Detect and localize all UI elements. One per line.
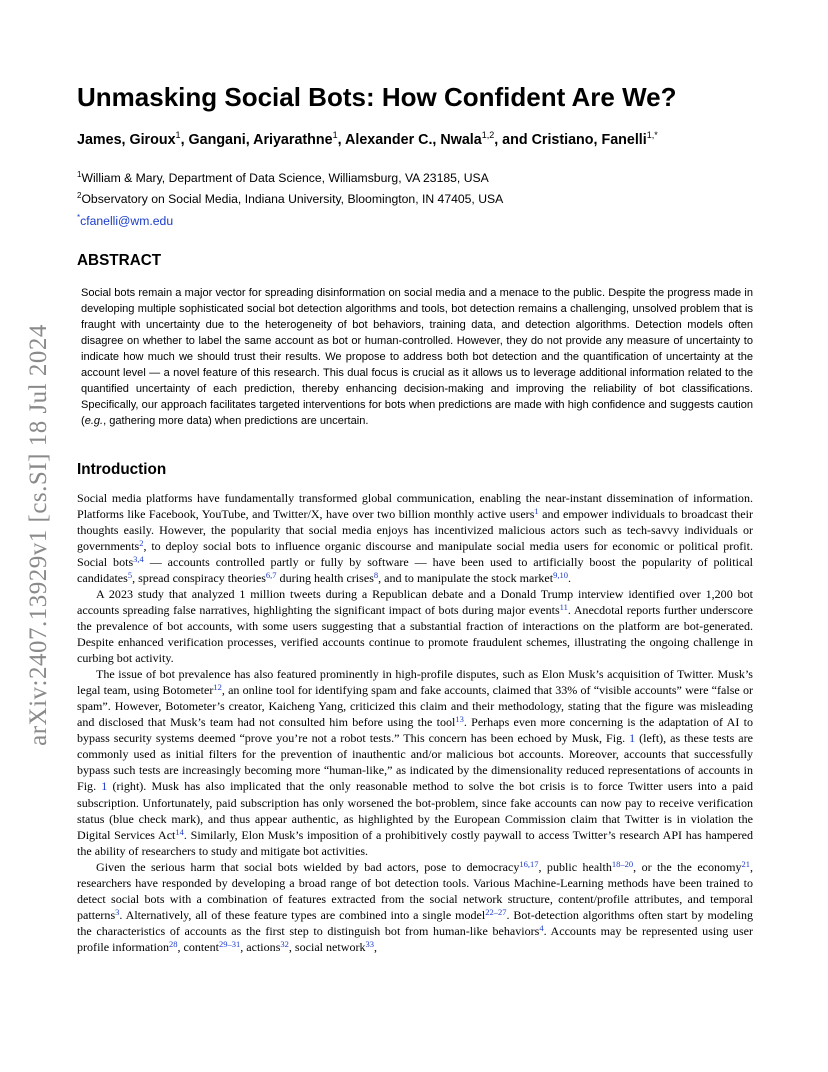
text-run: (right). Musk has also implicated that the only reasonable method to solve the bot crisis is to force Twitter users into a paid subscription. Unfortunately, paid subscription has only worsened the bot-problem, since fake accounts can now pay to receive verification status (blue check mark), and thus appear authentic, as highlighted by the European Commission claim that Twitter is in violation the Digital Services Act [77,779,753,842]
text-run: , researchers have responded by developing a broad range of bot detection tools. Various Machine-Learning methods have been trained to detect social bots with a combination of features extracted from the social network structure, content/profile attributes, and temporal patterns [77,859,753,922]
citation-link[interactable]: 2 [139,537,144,548]
citation-link[interactable]: 13 [455,714,464,725]
text-run: . Similarly, Elon Musk’s imposition of a prohibitively costly paywall to access Twitter’s research API has hampered the ability of researchers to study and mitigate bot activities. [77,827,753,858]
author-separator: , and [494,131,532,148]
text-run: , spread conspiracy theories [132,570,266,585]
citation-link[interactable]: 12 [213,682,222,693]
text-run: Social media platforms have fundamentally transformed global communication, enabling the near-instant dissemination of information. Platforms like Facebook, YouTube, and Twitter/X, have over two billion monthly active users [77,490,753,521]
arxiv-sidebar-stamp [14,300,64,770]
citation-link[interactable]: 6,7 [265,569,277,580]
paragraph [77,490,753,586]
text-run: , social network [288,939,366,954]
author-affiliation-mark: 1,* [646,130,658,140]
citation-link[interactable]: 5 [127,569,133,580]
citation-link[interactable]: 29–31 [218,938,241,949]
citation-link[interactable]: 3,4 [133,553,144,564]
email-link[interactable]: cfanelli@wm.edu [80,213,174,228]
text-run: , [374,939,378,954]
text-run: . Alternatively, all of these feature types are combined into a single model [119,907,486,922]
citation-link[interactable]: 3 [115,906,120,917]
author-affiliation-mark: 1,2 [481,130,495,140]
text-run: , and to manipulate the stock market [378,570,554,585]
affiliation-1: $^1$William & Mary, Department of Data Science, Williamsburg, VA 23185, USA [77,169,489,185]
text-run: , content [177,939,219,954]
text-run: . [567,570,571,585]
text-run: — accounts controlled partly or fully by software — have been used to artificially boost the popularity of political candidates [77,554,753,585]
abstract-text: Social bots remain a major vector for spreading disinformation on social media and a menace to the public. Despite the progress made in developing multiple sophisticated social bot detection algorithms and tools, bot detection remains a challenging, unsolved problem that is fraught with uncertainty due to the heterogeneity of bot behaviors, training data, and detection algorithms. Detection models often disagree on whether to label the same account as bot or human-controlled. However, they do not provide any measure of uncertainty to indicate how much we should trust their results. We propose to address both bot detection and the quantification of uncertainty at the account level — a novel feature of this research. This dual focus is crucial as it allows us to leverage additional information related to the quantified uncertainty of each prediction, thereby enhancing decision-making and improving the reliability of bot classifications. Specifically, our approach facilitates targeted interventions for bots when predictions are made with high confidence and suggests caution (e.g., gathering more data) when predictions are uncertain. [81,287,753,427]
author-name: James, Giroux [77,131,176,148]
author-list [77,125,753,150]
author-name: Alexander C., Nwala [345,131,482,148]
affiliation-2: $^2$Observatory on Social Media, Indiana University, Bloomington, IN 47405, USA [77,191,504,207]
text-run: (left), as these tests are commonly used as initial filters for the prevention of inauthentic and/or malicious bot accounts. Moreover, accounts that successfully bypass such tests are increasingly becoming more “human-like,” as indicated by the dimensionality reduced representations of accounts in Fig. [77,731,754,794]
paper-title: Unmasking Social Bots: How Confident Are We? [77,82,677,112]
citation-link[interactable]: 33 [365,938,375,949]
author-affiliation-mark: 1 [175,130,181,140]
paragraph [77,859,753,955]
citation-link[interactable]: 32 [280,938,289,949]
text-run: . Anecdotal reports further underscore the prevalence of bot accounts, with some users suggesting that a substantial fraction of interactions on the platform are bot-generated. Despite enhanced verification processes, verified accounts continue to promote fraudulent schemes, illustrating the ongoing challenge in curbing bot activity. [77,602,753,666]
author-name: Gangani, Ariyarathne [188,131,333,148]
text-run: A 2023 study that analyzed 1 million tweets during a Republican debate and a Donald Trump interview identified over 1,200 bot accounts spreading false narratives, highlighting the significant impact of bots during major events [77,586,753,617]
text-run: during health crises [276,570,374,585]
text-run: Given the serious harm that social bots wielded by bad actors, pose to democracy [96,859,520,874]
paper-first-page [77,80,753,955]
figure-ref-link[interactable]: 1 [101,779,108,794]
text-run: , or the the economy [633,859,742,874]
author-name: Cristiano, Fanelli [531,131,647,148]
author-affiliation-mark: 1 [332,130,338,140]
text-run: and empower individuals to broadcast their thoughts easily. However, the popularity that social media enjoys has incentivized malicious actors such as tech-savvy individuals or governments [77,506,753,553]
affiliations [77,166,753,231]
paragraph [77,666,753,859]
corresponding-email: *cfanelli@wm.edu [77,212,174,228]
text-run: . Bot-detection algorithms often start by modeling the characteristics of accounts as the first step to distinguish bot from human-like behaviors [77,907,754,938]
citation-link[interactable]: 4 [539,922,544,933]
author-separator: , [180,131,189,148]
citation-link[interactable]: 14 [175,826,184,837]
author-separator: , [337,131,346,148]
arxiv-identifier: arXiv:2407.13929v1 [cs.SI] 18 Jul 2024 [25,324,52,746]
citation-link[interactable]: 16,17 [519,858,539,869]
text-run: . Perhaps even more concerning is the adaptation of AI to bypass security systems deemed “prove you’re not a robot tests.” This concern has been echoed by Musk, Fig. [77,715,753,746]
text-run: The issue of bot prevalence has also featured prominently in high-profile disputes, such as Elon Musk’s acquisition of Twitter. Musk’s legal team, using Botometer [77,667,753,698]
text-run: , to deploy social bots to influence organic discourse and manipulate social media users for economic or political profit. Social bots [77,538,753,569]
text-run: , public health [538,859,612,874]
citation-link[interactable]: 9,10 [553,569,568,580]
citation-link[interactable]: 11 [559,601,568,612]
introduction-body [77,490,753,955]
citation-link[interactable]: 8 [373,569,379,580]
figure-ref-link[interactable]: 1 [629,731,636,746]
abstract-heading: ABSTRACT [77,252,162,270]
text-run: , actions [240,939,281,954]
text-run: . Accounts may be represented using user profile information [77,923,753,954]
citation-link[interactable]: 18–20 [611,858,634,869]
citation-link[interactable]: 1 [534,505,539,516]
paragraph [77,586,753,666]
citation-link[interactable]: 28 [169,938,178,949]
text-run: , an online tool for identifying spam and fake accounts, claimed that 33% of “visible accounts” were “false or spam”. However, Botometer’s creator, Kaicheng Yang, criticized this claim and their methodology, stating that the figure was misleading and disclosed that Musk’s team had not consulted him before using the tool [77,683,753,730]
introduction-heading: Introduction [77,460,167,478]
citation-link[interactable]: 21 [741,858,750,869]
citation-link[interactable]: 22–27 [485,906,507,917]
